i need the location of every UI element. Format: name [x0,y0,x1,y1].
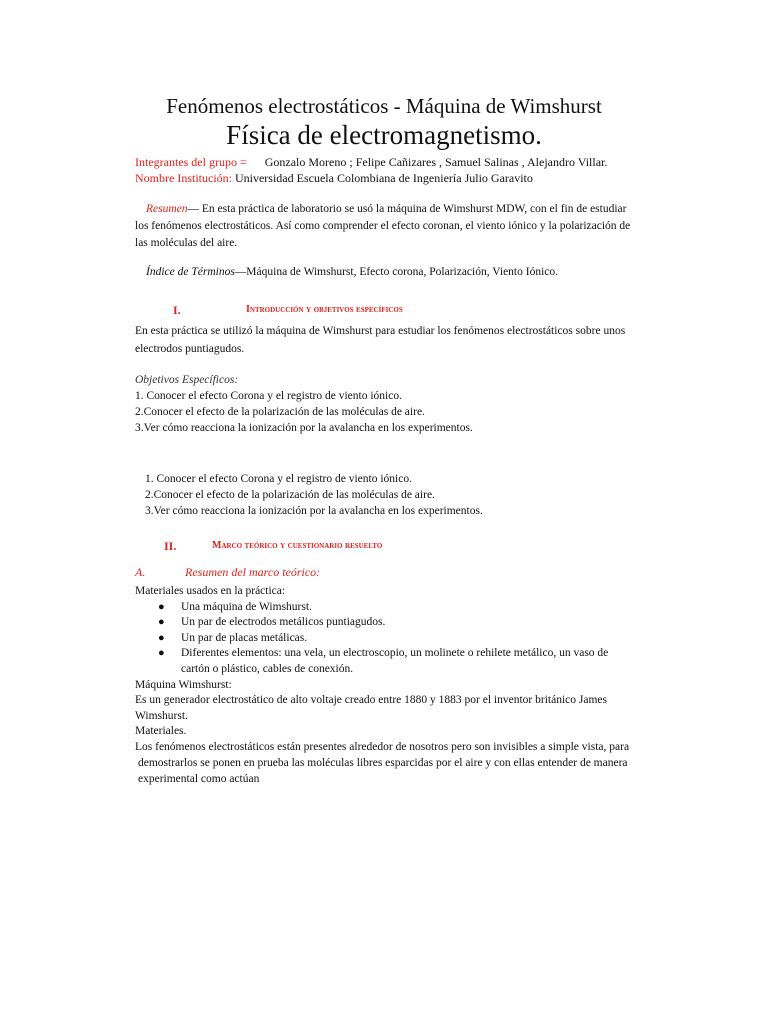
closing-line-3: experimental como actúan [138,773,260,785]
subsection-a-letter: A. [135,565,146,579]
objective-repeat-2: 2.Conocer el efecto de la polarización de las moléculas de aire. [145,489,435,501]
closing-line-1: Los fenómenos electrostáticos están presentes alrededor de nosotros pero son invisibles a simple vista, para [135,741,630,753]
subsection-a-heading: Resumen del marco teórico: [185,565,321,579]
section-1-numeral: I. [173,303,181,317]
section-1-heading: Introducción y objetivos específicos [246,304,403,315]
materials-label: Materiales. [135,725,187,737]
machine-line-2: Wimshurst. [135,710,188,722]
members-value: Gonzalo Moreno ; Felipe Cañizares , Samuel Salinas , Alejandro Villar. [264,155,608,169]
section-2-numeral: II. [164,539,177,553]
document-title: Fenómenos electrostáticos - Máquina de Wimshurst [166,94,602,118]
members-line [135,155,607,170]
section-1-intro-1: En esta práctica se utilizó la máquina de Wimshurst para estudiar los fenómenos electrostáticos sobre unos [135,325,626,337]
abstract-label: Resumen [146,203,188,215]
closing-line-2: demostrarlos se ponen en prueba las moléculas libres esparcidas por el aire y con ellas entender de manera [138,757,628,769]
document-subtitle: Física de electromagnetismo. [226,120,542,150]
institution-label: Nombre Institución: [135,171,232,185]
members-label: Integrantes del grupo = [135,155,247,169]
section-1-intro-2: electrodos puntiagudos. [135,343,245,355]
bullet-glyph: ● [158,647,165,659]
objective-repeat-1: 1. Conocer el efecto Corona y el registro de viento iónico. [145,473,412,485]
bullet-glyph: ● [158,601,165,613]
objective-repeat-3: 3.Ver cómo reacciona la ionización por la avalancha en los experimentos. [145,505,483,517]
objective-2: 2.Conocer el efecto de la polarización de las moléculas de aire. [135,406,425,418]
abstract-line-3: las moléculas del aire. [135,237,238,249]
bullet-item-1: Una máquina de Wimshurst. [181,601,312,613]
abstract-line-1 [146,203,627,215]
bullet-item-4: Diferentes elementos: una vela, un electroscopio, un molinete o rehilete metálico, un vaso de [181,647,609,659]
abstract-text-1: — En esta práctica de laboratorio se usó la máquina de Wimshurst MDW, con el fin de estudiar [187,203,627,215]
machine-line-1: Es un generador electrostático de alto voltaje creado entre 1880 y 1883 por el inventor británico James [135,694,607,706]
objectives-label: Objetivos Específicos: [135,374,239,386]
bullet-item-2: Un par de electrodos metálicos puntiagudos. [181,616,386,628]
bullet-item-3: Un par de placas metálicas. [181,632,308,644]
bullet-item-4-continuation: cartón o plástico, cables de conexión. [181,663,354,675]
materials-intro: Materiales usados en la práctica: [135,585,286,597]
index-terms-text: —Máquina de Wimshurst, Efecto corona, Polarización, Viento Iónico. [234,266,559,278]
objective-3: 3.Ver cómo reacciona la ionización por la avalancha en los experimentos. [135,422,473,434]
bullet-glyph: ● [158,632,165,644]
index-terms-label: Índice de Términos [146,266,235,278]
bullet-glyph: ● [158,616,165,628]
institution-value: Universidad Escuela Colombiana de Ingeniería Julio Garavito [234,171,533,185]
index-terms [146,266,558,278]
abstract-line-2: los fenómenos electrostáticos. Así como comprender el efecto coronan, el viento iónico y la polarización de [135,220,631,232]
section-2-heading: Marco teórico y cuestionario resuelto [212,540,383,551]
machine-label: Máquina Wimshurst: [135,679,232,691]
objective-1: 1. Conocer el efecto Corona y el registro de viento iónico. [135,390,402,402]
institution-line [135,171,533,186]
